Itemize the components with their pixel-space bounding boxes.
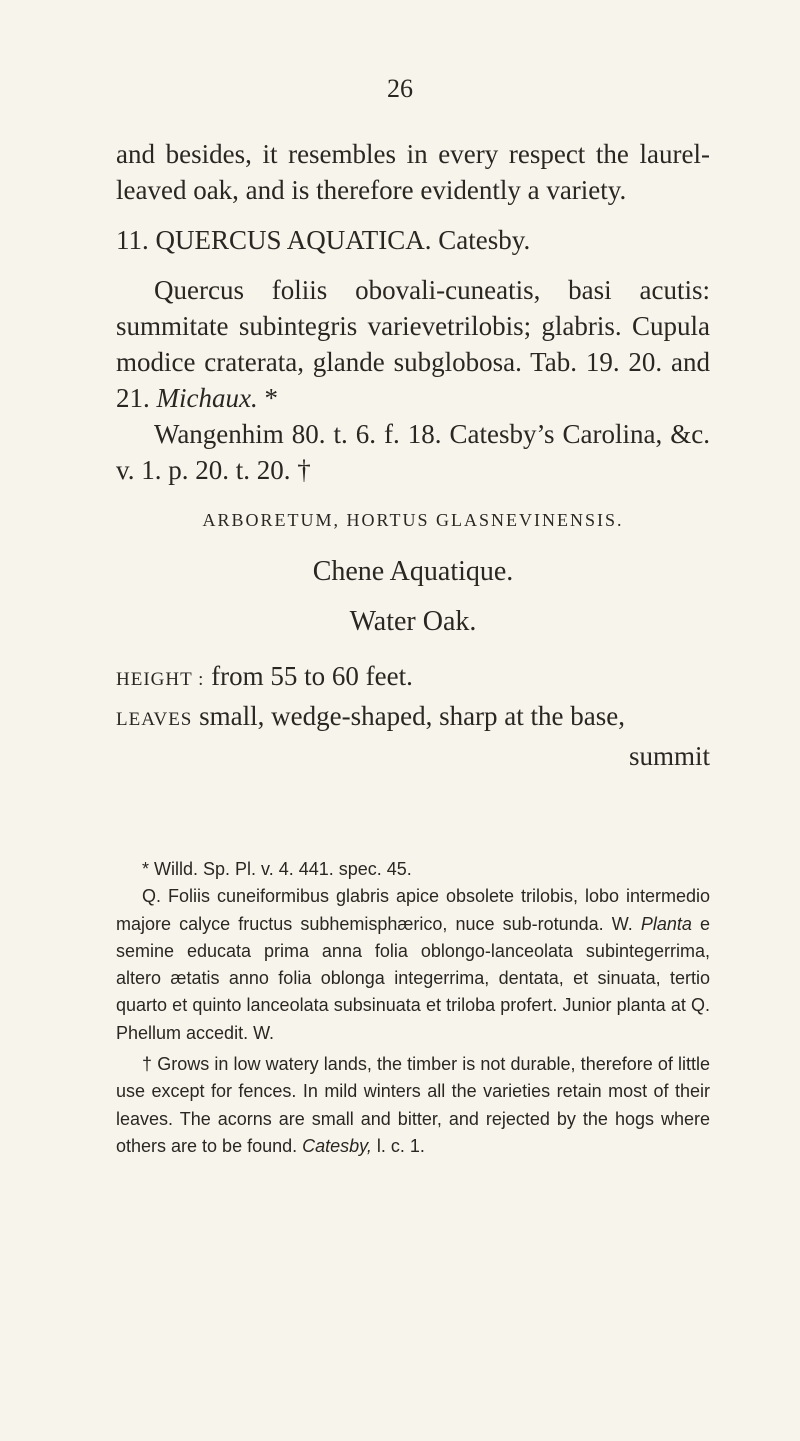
collection-line: ARBORETUM, HORTUS GLASNEVINENSIS. [202, 510, 624, 530]
footnotes [116, 856, 710, 1160]
description-text: Quercus foliis obovali-cuneatis, basi acutis: summitate subintegris varievetrilobis; glabris. Cupula modice craterata, glande subglobosa. Tab. 19. 20. and 21. [116, 275, 710, 413]
latin-description [116, 272, 710, 416]
common-name-english: Water Oak. [349, 606, 477, 637]
height-text: from 55 to 60 feet. [204, 661, 413, 691]
footnote-mark-star: * [257, 383, 278, 413]
footnote-2-end: l. c. 1. [371, 1135, 425, 1156]
footnote-2 [116, 1051, 710, 1160]
footnote-1-planta: Planta [640, 913, 692, 934]
footnote-1-reference: Willd. Sp. Pl. v. 4. 441. spec. 45. [154, 859, 412, 879]
footnote-1-mark: * [142, 859, 155, 879]
reference-text: Wangenhim 80. t. 6. f. 18. Catesby’s Carolina, &c. v. 1. p. 20. t. 20. [116, 419, 710, 485]
catchword: summit [628, 741, 710, 771]
leaves-line [116, 698, 710, 738]
leaves-text: small, wedge-shaped, sharp at the base, [192, 701, 625, 731]
entry-number: 11. [116, 225, 149, 255]
footnote-1-body [116, 883, 710, 1047]
entry-heading [116, 222, 710, 258]
footnote-1-rest: e semine educata prima anna folia oblongo-lanceolata subintegerrima, altero ætatis anno folia oblonga integerrima, dentata, et sinuata, tertio quarto et quinto lanceolata subsinuata et triloba profert. Junior planta at Q. Phellum accedit. W. [116, 913, 710, 1043]
description-author: Michaux. [156, 383, 258, 413]
footnote-2-mark: † [142, 1054, 158, 1075]
reference-paragraph [116, 416, 710, 488]
main-text [116, 136, 710, 774]
height-label: HEIGHT : [116, 669, 205, 690]
leaves-label: LEAVES [116, 709, 193, 730]
species-authority: Catesby. [438, 225, 531, 255]
page-number: 26 [387, 74, 413, 103]
footnote-1 [116, 856, 710, 883]
common-name-french: Chene Aquatique. [312, 556, 514, 587]
intro-paragraph: and besides, it resembles in every respect the laurel-leaved oak, and is therefore evidently a variety. [116, 139, 710, 205]
footnote-mark-dagger: † [290, 455, 311, 485]
footnote-2-text: Grows in low watery lands, the timber is not durable, therefore of little use except for fences. In mild winters all the varieties retain most of their leaves. The acorns are small and bitter, and rejected by the hogs where others are to be found. [116, 1054, 711, 1156]
species-name: QUERCUS AQUATICA. [155, 225, 432, 255]
footnote-1-quote: Q. Foliis cuneiformibus glabris apice obsolete trilobis, lobo intermedio majore calyce fructus subhemisphærico, nuce sub-rotunda. W. [116, 886, 710, 934]
footnote-2-source: Catesby, [302, 1135, 372, 1156]
height-line [116, 658, 710, 698]
